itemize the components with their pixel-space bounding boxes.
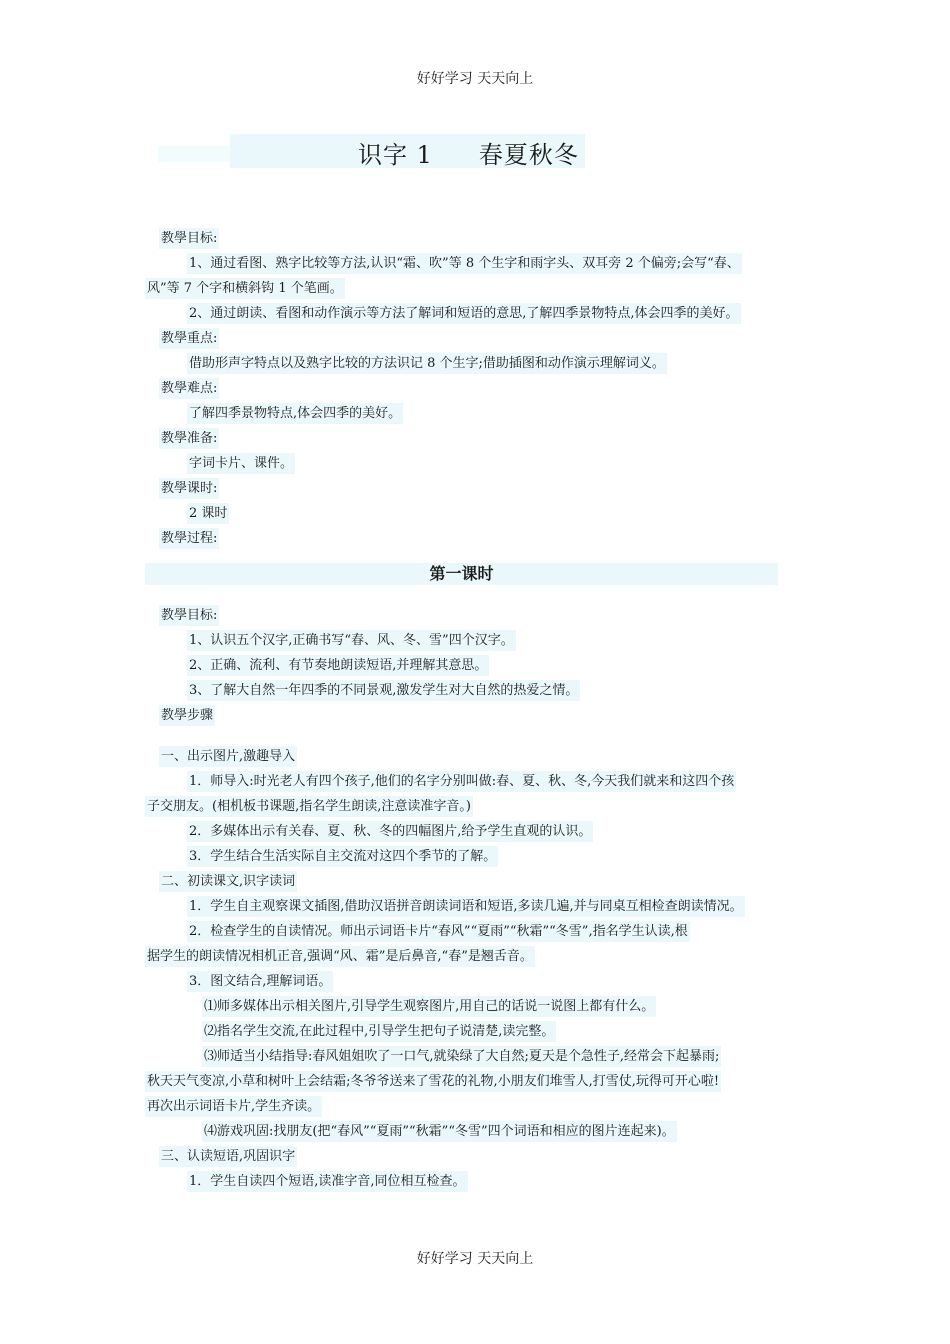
page-footer: 好好学习 天天向上	[416, 1251, 534, 1267]
line-text: 2、通过朗读、看图和动作演示等方法了解词和短语的意思,了解四季景物特点,体会四季的美好。	[187, 303, 741, 324]
line-text: 据学生的朗读情况相机正音,强调“风、霜”是后鼻音,“春”是翘舌音。	[145, 946, 535, 967]
text-line	[145, 428, 810, 453]
line-text: 教學重点:	[159, 328, 219, 349]
section-heading	[145, 563, 810, 597]
line-text: 1、通过看图、熟字比较等方法,认识“霜、吹”等 8 个生字和雨字头、双耳旁 2 个偏旁;会写“春、	[187, 253, 742, 274]
line-text: 三、认读短语,巩固识字	[159, 1146, 297, 1167]
document-body	[145, 228, 810, 1196]
line-text: 再次出示词语卡片,学生齐读。	[145, 1096, 322, 1117]
text-line	[145, 630, 810, 655]
line-text: 字词卡片、课件。	[187, 453, 295, 474]
page-title	[358, 135, 579, 170]
line-text: 1．学生自读四个短语,读准字音,同位相互检查。	[187, 1171, 468, 1192]
line-text: 教學课时:	[159, 478, 219, 499]
text-line	[145, 746, 810, 771]
text-line	[145, 303, 810, 328]
line-text: 子交朋友。(相机板书课题,指名学生朗读,注意读准字音。)	[145, 796, 473, 817]
text-line	[145, 378, 810, 403]
line-text: 了解四季景物特点,体会四季的美好。	[187, 403, 403, 424]
text-line	[145, 771, 810, 796]
text-line	[145, 1096, 810, 1121]
line-text: 一、出示图片,激趣导入	[159, 746, 297, 767]
text-line	[145, 1046, 810, 1071]
text-line	[145, 528, 810, 553]
line-text: 2 课时	[187, 503, 229, 524]
line-text: 2．检查学生的自读情况。师出示词语卡片“春风”“夏雨”“秋霜”“冬雪”,指名学生认读,根	[187, 921, 690, 942]
line-text: 教學过程:	[159, 528, 219, 549]
text-line	[145, 821, 810, 846]
line-text: 1．师导入:时光老人有四个孩子,他们的名字分别叫做:春、夏、秋、冬,今天我们就来和这四个孩	[187, 771, 736, 792]
text-line	[145, 353, 810, 378]
line-text: 3．图文结合,理解词语。	[187, 971, 333, 992]
line-text: ⑷游戏巩固:找朋友(把“春风”“夏雨”“秋霜”“冬雪”四个词语和相应的图片连起来)。	[202, 1121, 677, 1142]
text-line	[145, 1071, 810, 1096]
text-line	[145, 1121, 810, 1146]
line-text: 风”等 7 个字和横斜钩 1 个笔画。	[145, 278, 345, 299]
title-block	[158, 132, 598, 168]
text-line	[145, 705, 810, 730]
text-line	[145, 328, 810, 353]
text-line	[145, 846, 810, 871]
line-text: 2、正确、流利、有节奏地朗读短语,并理解其意思。	[187, 655, 489, 676]
title-highlight-left	[158, 146, 230, 162]
teaching-steps	[145, 746, 810, 1196]
text-line	[145, 605, 810, 630]
line-text: 1、认识五个汉字,正确书写“春、风、冬、雪”四个汉字。	[187, 630, 516, 651]
line-text: 1．学生自主观察课文插图,借助汉语拼音朗读词语和短语,多读几遍,并与同桌互相检查朗读情况。	[187, 896, 745, 917]
text-line	[145, 655, 810, 680]
text-line	[145, 253, 810, 278]
section-title: 第一课时	[145, 563, 778, 585]
text-line	[145, 1171, 810, 1196]
line-text: 教學难点:	[159, 378, 219, 399]
text-line	[145, 871, 810, 896]
text-line	[145, 971, 810, 996]
line-text: ⑴师多媒体出示相关图片,引导学生观察图片,用自己的话说一说图上都有什么。	[202, 996, 656, 1017]
text-line	[145, 478, 810, 503]
title-lesson-name: 春夏秋冬	[478, 141, 579, 169]
line-text: 3、了解大自然一年四季的不同景观,激发学生对大自然的热爱之情。	[187, 680, 580, 701]
text-line	[145, 921, 810, 946]
line-text: 秋天天气变凉,小草和树叶上会结霜;冬爷爷送来了雪花的礼物,小朋友们堆雪人,打雪仗,玩得可开心啦!	[145, 1071, 721, 1092]
line-text: 二、初读课文,识字读词	[159, 871, 297, 892]
page-header: 好好学习 天天向上	[416, 71, 534, 87]
line-text: 教學目标:	[159, 228, 219, 249]
text-line	[145, 946, 810, 971]
text-line	[145, 680, 810, 705]
line-text: 教學步骤	[159, 705, 215, 726]
text-line	[145, 453, 810, 478]
text-line	[145, 1021, 810, 1046]
text-line	[145, 403, 810, 428]
intro-section	[145, 228, 810, 553]
text-line	[145, 796, 810, 821]
line-text: 3．学生结合生活实际自主交流对这四个季节的了解。	[187, 846, 498, 867]
line-text: 教學目标:	[159, 605, 219, 626]
line-text: ⑶师适当小结指导:春风姐姐吹了一口气,就染绿了大自然;夏天是个急性子,经常会下起暴雨;	[202, 1046, 721, 1067]
line-text: 2．多媒体出示有关春、夏、秋、冬的四幅图片,给予学生直观的认识。	[187, 821, 593, 842]
text-line	[145, 228, 810, 253]
text-line	[145, 996, 810, 1021]
title-lesson-number: 识字 1	[358, 141, 433, 169]
text-line	[145, 896, 810, 921]
lesson-goals	[145, 605, 810, 730]
line-text: 借助形声字特点以及熟字比较的方法识记 8 个生字;借助插图和动作演示理解词义。	[187, 353, 667, 374]
line-text: ⑵指名学生交流,在此过程中,引导学生把句子说清楚,读完整。	[202, 1021, 556, 1042]
text-line	[145, 1146, 810, 1171]
text-line	[145, 503, 810, 528]
line-text: 教學准备:	[159, 428, 219, 449]
text-line	[145, 278, 810, 303]
